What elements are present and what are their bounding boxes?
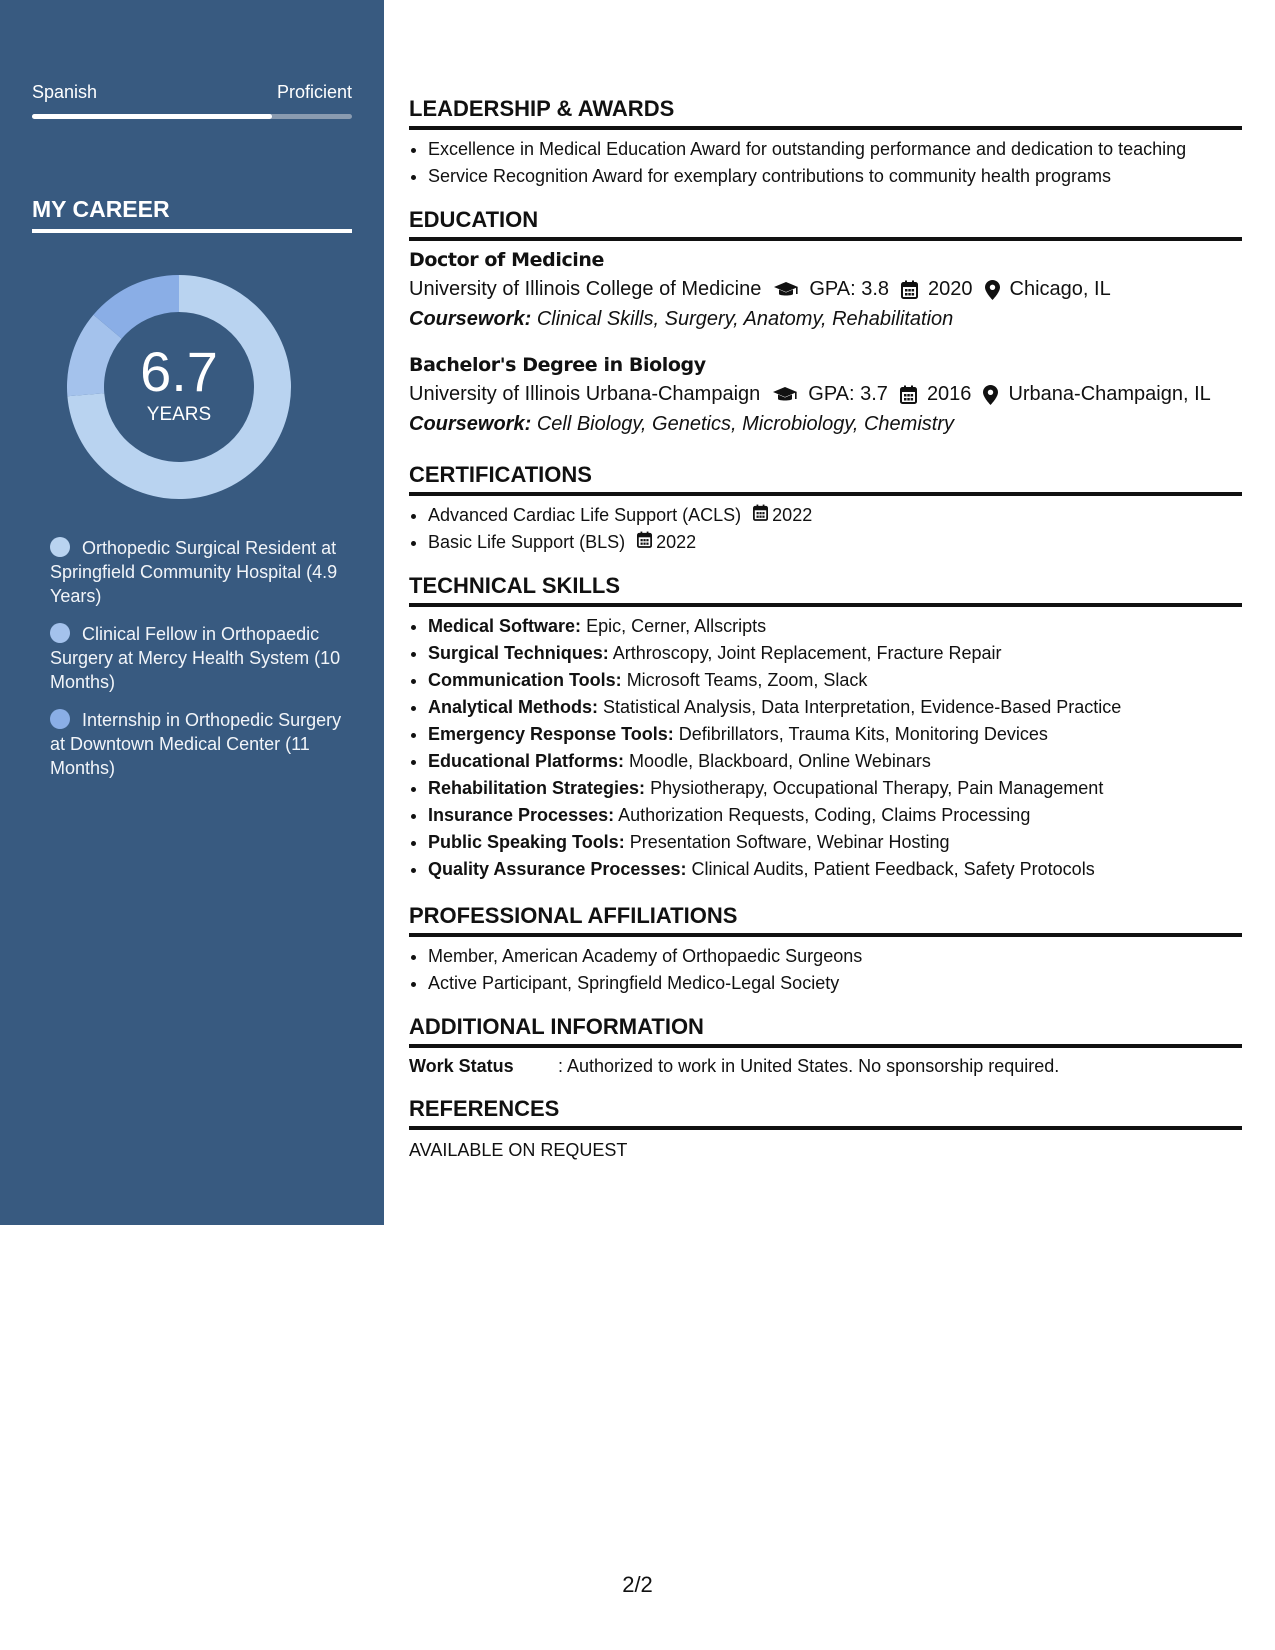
career-item: Clinical Fellow in Orthopaedic Surgery at Mercy Health System (10 Months) (50, 624, 341, 692)
career-dot-icon (50, 623, 70, 643)
education-coursework: Coursework: Cell Biology, Genetics, Microbiology, Chemistry (409, 413, 954, 435)
section-title-leadership: LEADERSHIP & AWARDS (409, 96, 1242, 130)
education-details (409, 383, 1211, 406)
career-title: MY CAREER (32, 196, 352, 233)
graduation-cap-icon (773, 281, 799, 299)
calendar-icon (901, 280, 918, 299)
section-title-affiliations: PROFESSIONAL AFFILIATIONS (409, 903, 1242, 937)
graduation-cap-icon (772, 386, 798, 404)
section-title-references: REFERENCES (409, 1096, 1242, 1130)
education-coursework: Coursework: Clinical Skills, Surgery, Anatomy, Rehabilitation (409, 308, 954, 330)
career-item: Internship in Orthopedic Surgery at Downtown Medical Center (11 Months) (50, 710, 342, 778)
career-donut-chart (66, 274, 292, 500)
skill-item: • Educational Platforms: Moodle, Blackboard, Online Webinars (428, 748, 1261, 775)
leadership-item: • Excellence in Medical Education Award for outstanding performance and dedication to teaching (428, 136, 1261, 163)
language-proficiency-fill (32, 114, 272, 119)
career-dot-icon (50, 709, 70, 729)
skill-item: • Public Speaking Tools: Presentation Software, Webinar Hosting (428, 829, 1261, 856)
skill-item: • Insurance Processes: Authorization Requests, Coding, Claims Processing (428, 802, 1261, 829)
certification-item: • Basic Life Support (BLS) 2022 (428, 529, 1261, 556)
skill-item: • Communication Tools: Microsoft Teams, Zoom, Slack (428, 667, 1261, 694)
section-title-certifications: CERTIFICATIONS (409, 462, 1242, 496)
career-years-unit: YEARS (146, 404, 212, 425)
skill-item: • Analytical Methods: Statistical Analysis, Data Interpretation, Evidence-Based Practice (428, 694, 1261, 721)
skill-item: • Surgical Techniques: Arthroscopy, Joint Replacement, Fracture Repair (428, 640, 1261, 667)
career-item: Orthopedic Surgical Resident at Springfield Community Hospital (4.9 Years) (50, 538, 338, 606)
work-status-label: Work Status (409, 1056, 514, 1076)
education-school: University of Illinois College of Medicine (409, 278, 762, 300)
calendar-icon (900, 385, 917, 404)
career-dot-icon (50, 537, 70, 557)
career-total-years: 6.7 (140, 340, 218, 403)
education-location: Chicago, IL (1009, 278, 1111, 300)
page-number: 2/2 (622, 1572, 653, 1597)
calendar-icon (753, 504, 768, 521)
affiliation-item: • Active Participant, Springfield Medico-Legal Society (428, 970, 1261, 997)
skill-item: • Quality Assurance Processes: Clinical Audits, Patient Feedback, Safety Protocols (428, 856, 1261, 883)
section-title-additional-info: ADDITIONAL INFORMATION (409, 1014, 1242, 1048)
skill-item: • Rehabilitation Strategies: Physiotherapy, Occupational Therapy, Pain Management (428, 775, 1261, 802)
education-location: Urbana-Champaign, IL (1008, 383, 1211, 405)
education-degree: Doctor of Medicine (409, 249, 605, 271)
leadership-list (409, 136, 1261, 190)
education-details (409, 278, 1111, 301)
language-proficiency-bar (32, 114, 352, 119)
section-title-education: EDUCATION (409, 207, 1242, 241)
affiliations-list (409, 943, 1261, 997)
sidebar (0, 0, 384, 1225)
references-text: AVAILABLE ON REQUEST (409, 1140, 628, 1160)
education-gpa: GPA: 3.8 (809, 278, 890, 300)
career-list (50, 536, 350, 794)
skill-item: • Emergency Response Tools: Defibrillators, Trauma Kits, Monitoring Devices (428, 721, 1261, 748)
map-pin-icon (985, 280, 1000, 300)
skill-item: • Medical Software: Epic, Cerner, Allscripts (428, 613, 1261, 640)
map-pin-icon (983, 385, 998, 405)
language-row (32, 82, 352, 103)
education-degree: Bachelor's Degree in Biology (409, 354, 706, 376)
certification-item: • Advanced Cardiac Life Support (ACLS) 2022 (428, 502, 1261, 529)
education-year: 2020 (928, 278, 973, 300)
education-gpa: GPA: 3.7 (808, 383, 888, 405)
section-title-technical-skills: TECHNICAL SKILLS (409, 573, 1242, 607)
skills-list (409, 613, 1261, 883)
calendar-icon (637, 531, 652, 548)
leadership-item: • Service Recognition Award for exemplary contributions to community health programs (428, 163, 1261, 190)
education-school: University of Illinois Urbana-Champaign (409, 383, 761, 405)
affiliation-item: • Member, American Academy of Orthopaedic Surgeons (428, 943, 1261, 970)
language-name: Spanish (32, 82, 98, 102)
education-year: 2016 (926, 383, 972, 405)
language-level: Proficient (276, 82, 352, 102)
work-status-value: : Authorized to work in United States. No sponsorship required. (558, 1056, 1060, 1076)
certifications-list (409, 502, 1261, 556)
